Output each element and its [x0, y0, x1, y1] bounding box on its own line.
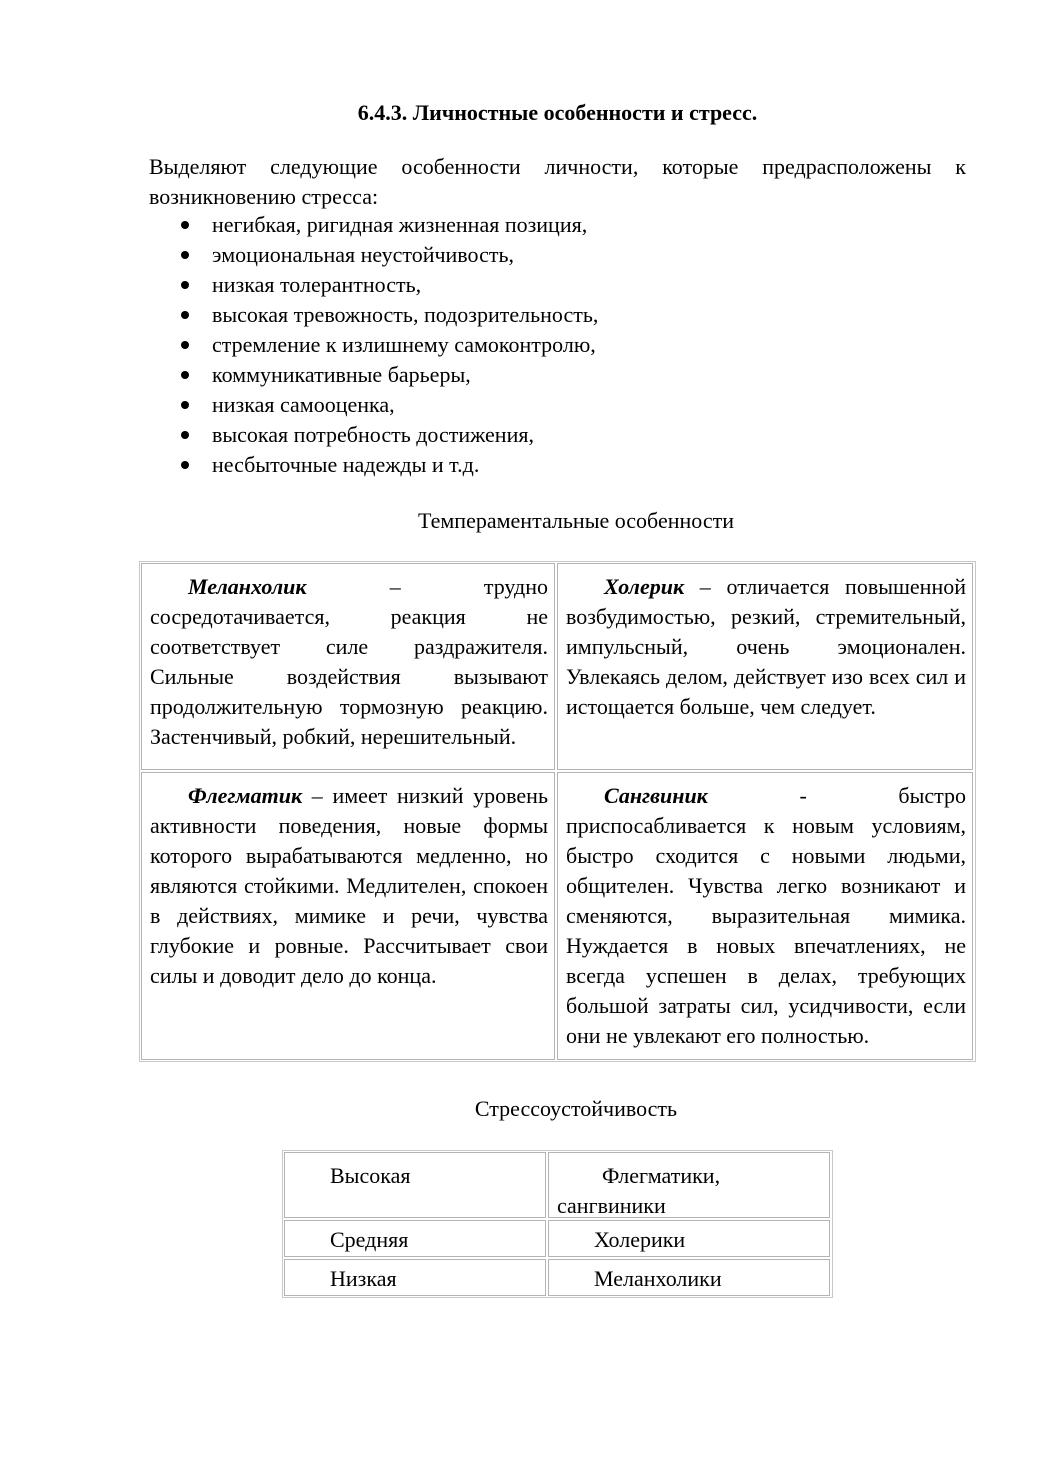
stress-level-cell: Низкая — [284, 1259, 546, 1296]
stress-types-cell: Меланхолики — [548, 1259, 830, 1296]
stress-traits-list — [149, 210, 598, 480]
list-item-text: коммуникативные барьеры, — [212, 362, 471, 387]
temperament-description: отличается повышенной возбудимостью, резкий, стремительный, импульсный, очень эмоционален. Увлекаясь делом, действует изо всех сил и истощается больше, чем следует. — [566, 574, 967, 719]
temperament-separator: – — [302, 783, 333, 808]
bullet-icon — [181, 311, 189, 319]
list-item-text: высокая потребность достижения, — [212, 422, 534, 447]
list-item-text: низкая толерантность, — [212, 272, 422, 297]
temperament-name: Меланхолик — [188, 574, 307, 599]
list-item-text: стремление к излишнему самоконтролю, — [212, 332, 596, 357]
stress-resistance-table — [282, 1150, 833, 1298]
list-item — [149, 210, 598, 240]
intro-paragraph: Выделяют следующие особенности личности, которые предрасположены к возникновению стресса: — [149, 154, 966, 209]
stress-level-cell: Средняя — [284, 1220, 546, 1257]
bullet-icon — [181, 431, 189, 439]
bullet-icon — [181, 281, 189, 289]
bullet-icon — [181, 401, 189, 409]
stress-resistance-caption: Стрессоустойчивость — [474, 1096, 678, 1121]
bullet-icon — [181, 251, 189, 259]
stress-types-cell: Холерики — [548, 1220, 830, 1257]
temperament-name: Холерик — [604, 574, 685, 599]
stress-level-cell: Высокая — [284, 1152, 546, 1218]
bullet-icon — [181, 461, 189, 469]
list-item — [149, 420, 598, 450]
temperament-cell-choleric — [557, 563, 973, 770]
temperament-separator: – — [684, 574, 727, 599]
bullet-icon — [181, 341, 189, 349]
list-item — [149, 360, 598, 390]
list-item — [149, 330, 598, 360]
temperament-separator: – — [306, 574, 484, 599]
temperament-name: Сангвиник — [604, 783, 708, 808]
temperament-description: быстро приспосабливается к новым условиям, быстро сходится с новыми людьми, общителен. Чувства легко возникают и сменяются, выразительная мимика. Нуждается в новых впечатлениях, не всегда успешен в делах, требующих большой затраты сил, усидчивости, если они не увлекают его полностью. — [566, 783, 966, 1048]
temperament-cell-sanguine — [557, 772, 973, 1060]
list-item — [149, 450, 598, 480]
bullet-icon — [181, 371, 189, 379]
list-item — [149, 390, 598, 420]
list-item-text: эмоциональная неустойчивость, — [212, 242, 515, 267]
list-item — [149, 240, 598, 270]
temperament-name: Флегматик — [188, 783, 303, 808]
temperament-caption: Темпераментальные особенности — [418, 508, 734, 533]
list-item-text: негибкая, ригидная жизненная позиция, — [212, 212, 588, 237]
stress-types-text: Флегматики, сангвиники — [557, 1163, 721, 1218]
list-item-text: высокая тревожность, подозрительность, — [212, 302, 599, 327]
temperament-description: трудно сосредотачивается, реакция не соответствует силе раздражителя. Сильные воздействия вызывают продолжительную тормозную реакцию. Застенчивый, робкий, нерешительный. — [150, 574, 548, 749]
temperament-cell-phlegmatic — [141, 772, 555, 1060]
list-item-text: несбыточные надежды и т.д. — [212, 452, 480, 477]
temperament-description: имеет низкий уровень активности поведения, новые формы которого вырабатываются медленно, но являются стойкими. Медлителен, спокоен в действиях, мимике и речи, чувства глубокие и ровные. Рассчитывает свои силы и доводит дело до конца. — [150, 783, 548, 988]
temperament-separator: - — [707, 783, 899, 808]
list-item — [149, 300, 598, 330]
bullet-icon — [181, 221, 189, 229]
section-heading: 6.4.3. Личностные особенности и стресс. — [357, 100, 758, 125]
temperament-table — [139, 561, 976, 1062]
temperament-cell-melancholic — [141, 563, 555, 770]
stress-types-cell — [548, 1152, 830, 1218]
list-item — [149, 270, 598, 300]
list-item-text: низкая самооценка, — [212, 392, 395, 417]
